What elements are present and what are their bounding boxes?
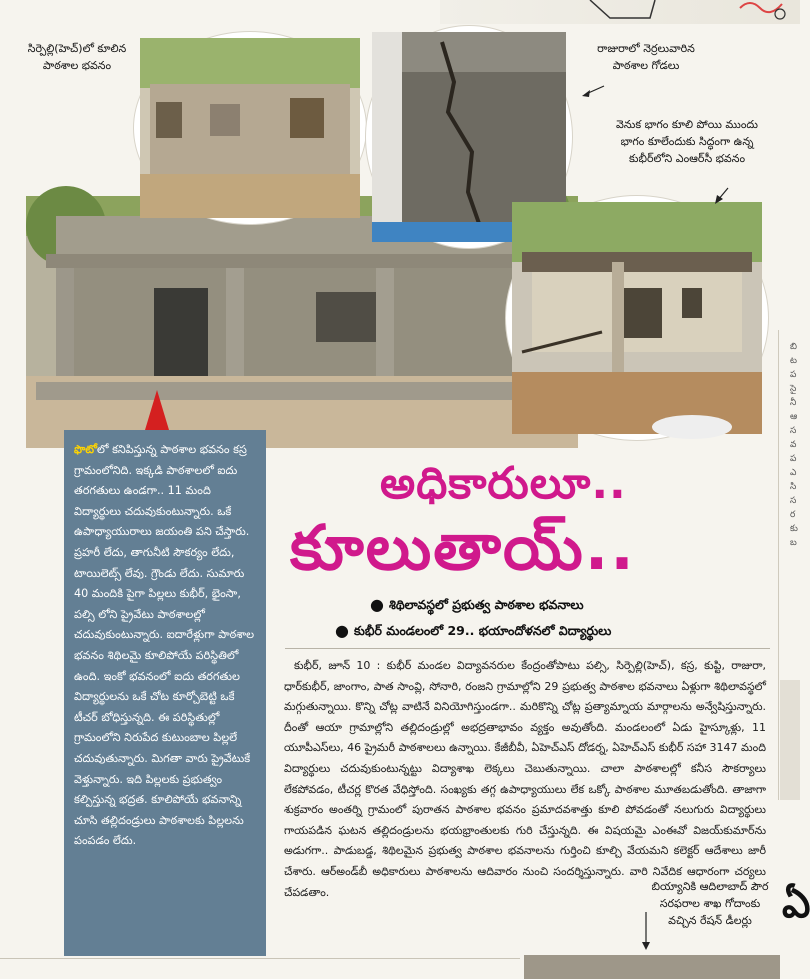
- caption-rice: బియ్యానికి ఆదిలాబాద్ పౌర సరఫరాల శాఖ గోదాంకు వచ్చిన రేషన్ డీలర్లు: [651, 880, 769, 927]
- subheading-2: [335, 622, 611, 640]
- headline-line-2: కూలుతాయ్..: [290, 511, 636, 584]
- bullet-icon: ●: [370, 595, 384, 614]
- article-body: [284, 656, 766, 903]
- down-arrow-icon: [640, 912, 652, 952]
- top-decoration: [440, 0, 800, 24]
- adjacent-photo-fragment: [780, 680, 800, 800]
- caption-rajura: రాజురాలో నెర్రలువారిన పాఠశాల గోడలు: [597, 42, 695, 72]
- sidebar-text: లో కనిపిస్తున్న పాఠశాల భవనం కస్ర గ్రామంలోనిది. ఇక్కడి పాఠశాలలో ఐదు తరగతులు ఉండగా.. 11 మంది విద్యార్థులు చదువుకుంటున్నారు. ఒకే ఉపాధ్యాయురాలు జయంతి పని చేస్తారు. ప్రహరీ లేదు, తాగునీటి సౌకర్యం లేదు, టాయిలెట్స్ లేవు. గ్రౌండు లేదు. సుమారు 40 మందికి పైగా పిల్లలు కుభీర్, భైంసా, పల్సి లోని ప్రైవేటు పాఠశాలల్లో చదువుకుంటున్నారు. ఐదారేళ్లుగా పాఠశాల భవనం శిథిలమై కూలిపోయే పరిస్థితిలో ఉంది. ఇంకో భవనంలో ఐదు తరగతుల విద్యార్థులను ఒకే చోట కూర్చోబెట్టి ఒకే టీచర్ బోధిస్తున్నది. ఈ పరిస్థితుల్లో గ్రామంలోని నిరుపేద కుటుంబాల పిల్లలే చదువుతున్నారు. మిగతా వారు ప్రైవేటుకే వెళ్తున్నారు. ఇది పిల్లలకు ప్రభుత్వం కల్పిస్తున్న భద్రత. కూలిపోయే భవనాన్ని చూసి తల్లిదండ్రులు పాఠశాలకు పిల్లలను పంపడం లేదు.: [74, 443, 255, 848]
- red-marker-arrow: [145, 390, 169, 430]
- subheading-1-text: శిథిలావస్థలో ప్రభుత్వ పాఠశాల భవనాలు: [388, 597, 584, 612]
- subheading-2-text: కుభీర్ మండలంలో 29.. భయాందోళనలో విద్యార్థులు: [353, 623, 612, 638]
- collapsed-building-photo: [134, 32, 366, 224]
- sidebar-paragraph: [74, 440, 258, 852]
- divider: [285, 648, 770, 649]
- adjacent-article-fragment: బి ట ప సై నీ ఆ స వ ప ఎ సి స ర కు బ: [790, 342, 798, 548]
- adjacent-headline-fragment: ఏ: [782, 880, 810, 927]
- subheading-1: [370, 596, 584, 614]
- caption-kubeer: వెనుక భాగం కూలి పోయి ముందు భాగం కూలేందుకు సిద్ధంగా ఉన్న కుభీర్‌లోని ఎంఆర్‌సీ భవనం: [616, 118, 758, 165]
- pointer-arrow-icon: [580, 82, 606, 100]
- article-paragraph: కుభీర్, జూన్ 10 : కుభీర్ మండల విద్యావనరుల కేంద్రంతోపాటు పల్సి, సిర్పెల్లి(హెచ్), కస్ర, కుప్టి, రాజురా, ధార్‌కుభీర్, జాంగాం, పాత సాంవ్లి, సోనారి, రంజని గ్రామాల్లోని 29 ప్రభుత్వ పాఠశాల భవనాలు ఏళ్లుగా శిథిలావస్థలో మగ్గుతున్నాయి. కొన్ని చోట్ల వాటినే వినియోగిస్తుండగా.. మరికొన్ని చోట్ల ప్రత్యామ్నాయ మార్గాలను అన్వేషిస్తున్నారు. దీంతో ఆయా గ్రామాల్లోని తల్లిదండ్రుల్లో అభద్రతాభావం వ్యక్తం అవుతోంది. మండలంలో ఏడు హైస్కూళ్లు, 11 యూపీఎస్‌లు, 46 ప్రైమరీ పాఠశాలలు ఉన్నాయి. కేజీబీవీ, ఏహెచ్‌ఎస్ దోడర్న, ఏహెచ్‌ఎస్ కుభీర్ సహా 3147 మంది విద్యార్థులు చదువుకుంటున్నట్టు విద్యాశాఖ లెక్కలు చెబుతున్నాయి. చాలా పాఠశాలల్లో కనీస సౌకర్యాలు లేకపోవడం, టీచర్ల కొరత వేధిస్తోంది. సంఖ్యకు తగ్గ ఉపాధ్యాయులు లేక ఒక్కో పాఠశాల మూతబడుతోంది. తాజాగా శుక్రవారం అంతర్ని గ్రామంలో పురాతన పాఠశాల భవనం ప్రమాదవశాత్తు కూలి పోవడంతో నలుగురు విద్యార్థులు గాయపడిన ఘటన తల్లిదండ్రులను భయభ్రాంతులకు గురి చేస్తున్నది. ఈ విషయమై ఎంఈవో విజయ్‌కుమార్‌ను అడుగగా.. పాడుబడ్డ, శిథిలమైన ప్రభుత్వ పాఠశాల భవనాలను గుర్తించి కూల్చి వేయమని కలెక్టర్ ఆదేశాలు జారీ చేశారు. ఆర్‌అండ్‌బీ అధికారులు పాఠశాలను ఆదివారం నుంచి సందర్శిస్తున్నారు. వారి నివేదిక ఆధారంగా చర్యలు చేపడతాం.: [284, 659, 766, 899]
- bullet-icon: ●: [335, 621, 349, 640]
- headline-line-1: అధికారులూ..: [380, 458, 627, 509]
- sidebar-first-word: ఫొటో: [74, 443, 98, 456]
- pointer-arrow-icon: [712, 186, 732, 206]
- caption-sirpalli: సిర్పెల్లి(హెచ్)లో కూలిన పాఠశాల భవనం: [27, 42, 127, 72]
- column-divider: [778, 330, 779, 800]
- sidebar-story: [64, 430, 266, 956]
- bottom-divider: [0, 958, 520, 959]
- cartoon-fragment-icon: [440, 0, 800, 24]
- ration-dealers-photo: [524, 955, 780, 979]
- mrc-building-photo: [506, 196, 768, 440]
